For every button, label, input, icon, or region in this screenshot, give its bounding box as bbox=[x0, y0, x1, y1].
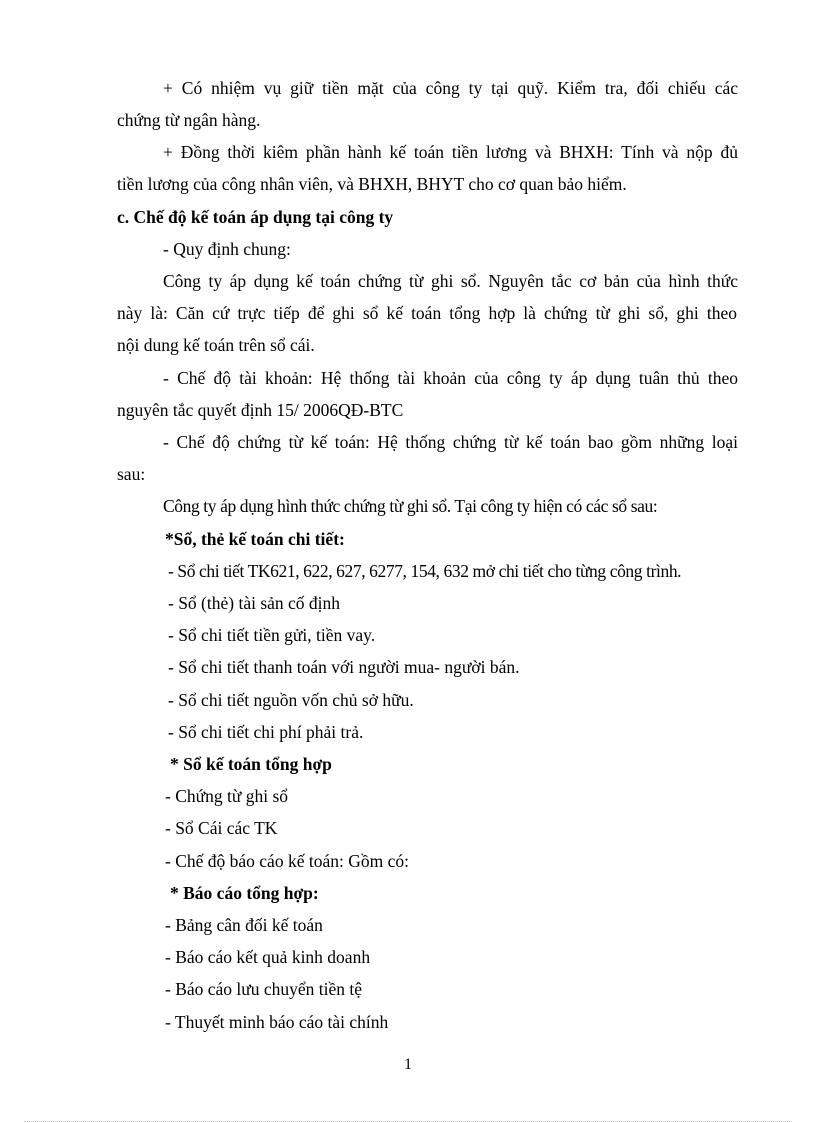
paragraph-line: Công ty áp dụng hình thức chứng từ ghi sổ. Tại công ty hiện có các sổ sau: bbox=[163, 496, 658, 516]
paragraph-line: sau: bbox=[117, 464, 146, 484]
paragraph-line: tiền lương của công nhân viên, và BHXH, BHYT cho cơ quan bảo hiểm. bbox=[117, 174, 627, 194]
list-item: - Sổ Cái các TK bbox=[165, 818, 278, 838]
page-number: 1 bbox=[404, 1056, 412, 1073]
list-item: - Sổ chi tiết tiền gửi, tiền vay. bbox=[168, 625, 376, 645]
list-item: - Sổ chi tiết nguồn vốn chủ sở hữu. bbox=[168, 690, 414, 710]
paragraph-line: - Chế độ chứng từ kế toán: Hệ thống chứng từ kế toán bao gồm những loại bbox=[163, 432, 738, 452]
paragraph-line: - Chế độ tài khoản: Hệ thống tài khoản của công ty áp dụng tuân thủ theo bbox=[163, 368, 738, 388]
list-item: - Sổ chi tiết thanh toán với người mua- người bán. bbox=[168, 657, 520, 677]
list-item: - Sổ (thẻ) tài sản cố định bbox=[168, 593, 341, 613]
list-item: - Sổ chi tiết TK621, 622, 627, 6277, 154, 632 mở chi tiết cho từng công trình. bbox=[168, 561, 682, 581]
subsection-heading: * Sổ kế toán tổng hợp bbox=[170, 754, 332, 774]
list-item: - Thuyết minh báo cáo tài chính bbox=[165, 1012, 389, 1032]
paragraph-line: chứng từ ngân hàng. bbox=[117, 110, 261, 130]
paragraph-line: - Quy định chung: bbox=[163, 239, 291, 259]
paragraph-line: nguyên tắc quyết định 15/ 2006QĐ-BTC bbox=[117, 400, 404, 420]
subsection-heading: *Sổ, thẻ kế toán chi tiết: bbox=[165, 529, 345, 549]
list-item: - Sổ chi tiết chi phí phải trả. bbox=[168, 722, 364, 742]
list-item: - Chế độ báo cáo kế toán: Gồm có: bbox=[165, 851, 409, 871]
paragraph-line: nội dung kế toán trên sổ cái. bbox=[117, 335, 315, 355]
paragraph-line: + Đồng thời kiêm phần hành kế toán tiền lương và BHXH: Tính và nộp đủ bbox=[163, 142, 738, 162]
list-item: - Báo cáo kết quả kinh doanh bbox=[165, 947, 371, 967]
list-item: - Chứng từ ghi sổ bbox=[165, 786, 289, 806]
paragraph-line: + Có nhiệm vụ giữ tiền mặt của công ty tại quỹ. Kiểm tra, đối chiếu các bbox=[163, 78, 738, 98]
list-item: - Bảng cân đối kế toán bbox=[165, 915, 323, 935]
section-heading: c. Chế độ kế toán áp dụng tại công ty bbox=[117, 207, 394, 227]
paragraph-line: này là: Căn cứ trực tiếp để ghi sổ kế toán tổng hợp là chứng từ ghi sổ, ghi theo bbox=[117, 303, 737, 323]
paragraph-line: Công ty áp dụng kế toán chứng từ ghi sổ. Nguyên tắc cơ bản của hình thức bbox=[163, 271, 738, 291]
list-item: - Báo cáo lưu chuyển tiền tệ bbox=[165, 979, 363, 999]
subsection-heading: * Báo cáo tổng hợp: bbox=[170, 883, 319, 903]
page-bottom-rule bbox=[24, 1121, 792, 1122]
